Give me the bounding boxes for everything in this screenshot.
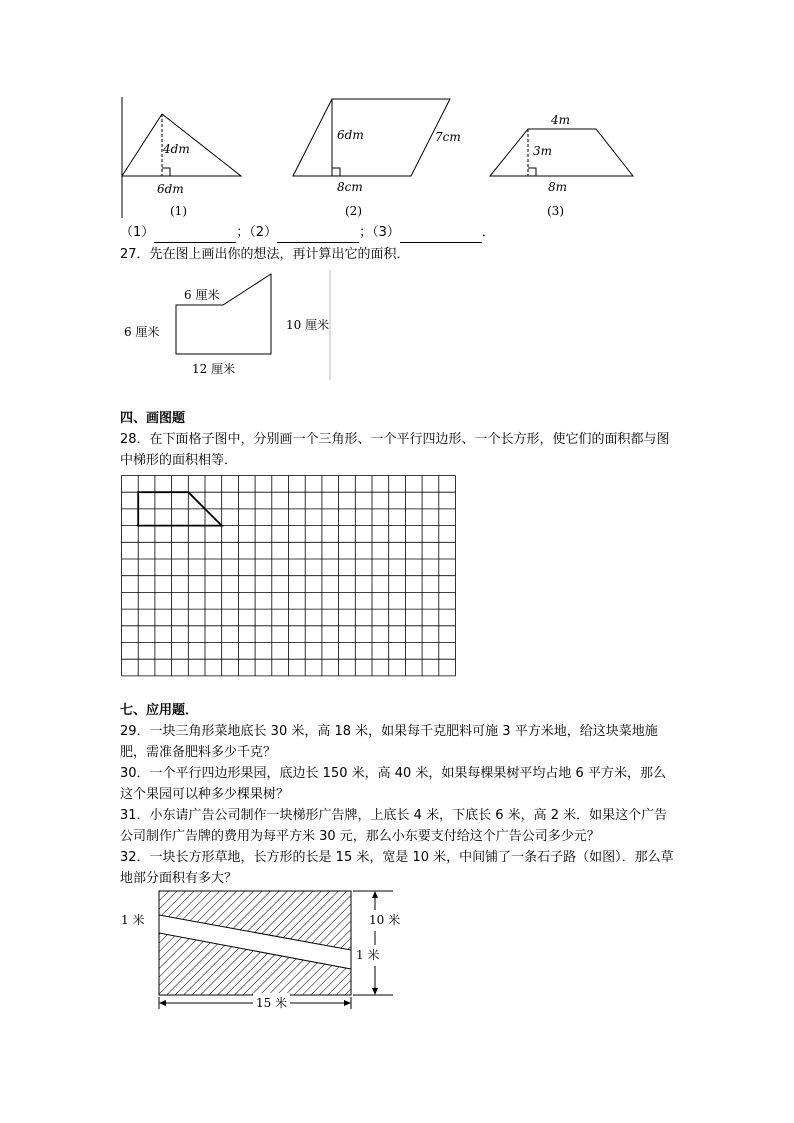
fig3-bottom-label: 8m bbox=[548, 180, 568, 194]
q28-text: 28．在下面格子图中，分别画一个三角形、一个平行四边形、一个长方形，使它们的面积都与图中梯形的面积相等． bbox=[120, 432, 670, 468]
fig1-caption: (1) bbox=[170, 204, 187, 218]
q27-top-label: 6 厘米 bbox=[184, 288, 220, 302]
q32-text: 32．一块长方形草地，长方形的长是 15 米，宽是 10 米，中间铺了一条石子路（如图）．那么草地部分面积有多大？ bbox=[120, 850, 674, 886]
fig2-caption: (2) bbox=[345, 204, 362, 218]
q26-answer-line bbox=[120, 222, 495, 243]
q27-right-label: 10 厘米 bbox=[286, 318, 330, 332]
answer-blank-1[interactable] bbox=[154, 228, 236, 243]
end-mark: ． bbox=[481, 225, 495, 240]
q32-path-width-label: 1 米 bbox=[356, 945, 379, 966]
q32-left-label: 1 米 bbox=[121, 913, 145, 927]
fig3-height-label: 3m bbox=[533, 144, 553, 158]
section-7-heading: 七、应用题． bbox=[120, 703, 199, 718]
answer-label-1: （1） bbox=[120, 225, 155, 240]
q27-text: 27．先在图上画出你的想法，再计算出它的面积． bbox=[120, 247, 410, 262]
q32-height-label: 10 米 bbox=[369, 910, 400, 931]
fig3-caption: (3) bbox=[547, 204, 564, 218]
fig1-base-label: 6dm bbox=[157, 182, 184, 196]
q28-grid[interactable] bbox=[121, 475, 461, 681]
q30-text: 30．一个平行四边形果园，底边长 150 米，高 40 米，如果每棵果树平均占地 6 平方米，那么这个果园可以种多少棵果树？ bbox=[120, 766, 666, 802]
right-angle-mark bbox=[162, 168, 170, 176]
right-angle-mark bbox=[332, 168, 340, 176]
q27-bottom-label: 12 厘米 bbox=[192, 362, 236, 376]
q31-text: 31．小东请广告公司制作一块梯形广告牌，上底长 4 米，下底长 6 米，高 2 米．如果这个广告公司制作广告牌的费用为每平方米 30 元，那么小东要支付给这个广告公司多少元？ bbox=[120, 808, 668, 844]
separator: ； bbox=[359, 225, 373, 240]
arrow-up-icon bbox=[372, 891, 378, 898]
fig1-height-label: 4dm bbox=[163, 142, 190, 156]
answer-label-3: （3） bbox=[372, 225, 400, 240]
q26-figures bbox=[115, 92, 655, 222]
fig3-top-label: 4m bbox=[551, 113, 571, 127]
q29-text: 29．一块三角形菜地底长 30 米，高 18 米，如果每千克肥料可施 3 平方米地，给这块菜地施肥，需准备肥料多少千克？ bbox=[120, 724, 658, 760]
section-4-heading: 四、画图题 bbox=[120, 411, 186, 426]
grid-svg[interactable] bbox=[121, 475, 461, 677]
answer-label-2: （2） bbox=[249, 225, 278, 240]
fig2-height-label: 6dm bbox=[337, 128, 364, 142]
q32-figure bbox=[115, 885, 415, 1015]
arrow-right-icon bbox=[344, 1000, 351, 1006]
answer-blank-3[interactable] bbox=[400, 228, 482, 243]
q27-figure bbox=[120, 268, 340, 383]
parallelogram-shape bbox=[293, 99, 450, 176]
separator: ； bbox=[236, 225, 250, 240]
q26-figures-svg bbox=[115, 92, 655, 222]
trapezoid-shape bbox=[490, 129, 633, 176]
fig2-base-label: 8cm bbox=[337, 180, 363, 194]
arrow-down-icon bbox=[372, 988, 378, 995]
answer-blank-2[interactable] bbox=[277, 228, 359, 243]
q27-left-label: 6 厘米 bbox=[124, 325, 160, 339]
arrow-left-icon bbox=[159, 1000, 166, 1006]
right-angle-mark bbox=[528, 168, 536, 176]
q32-width-label: 15 米 bbox=[253, 993, 290, 1014]
fig2-side-label: 7cm bbox=[435, 130, 461, 144]
